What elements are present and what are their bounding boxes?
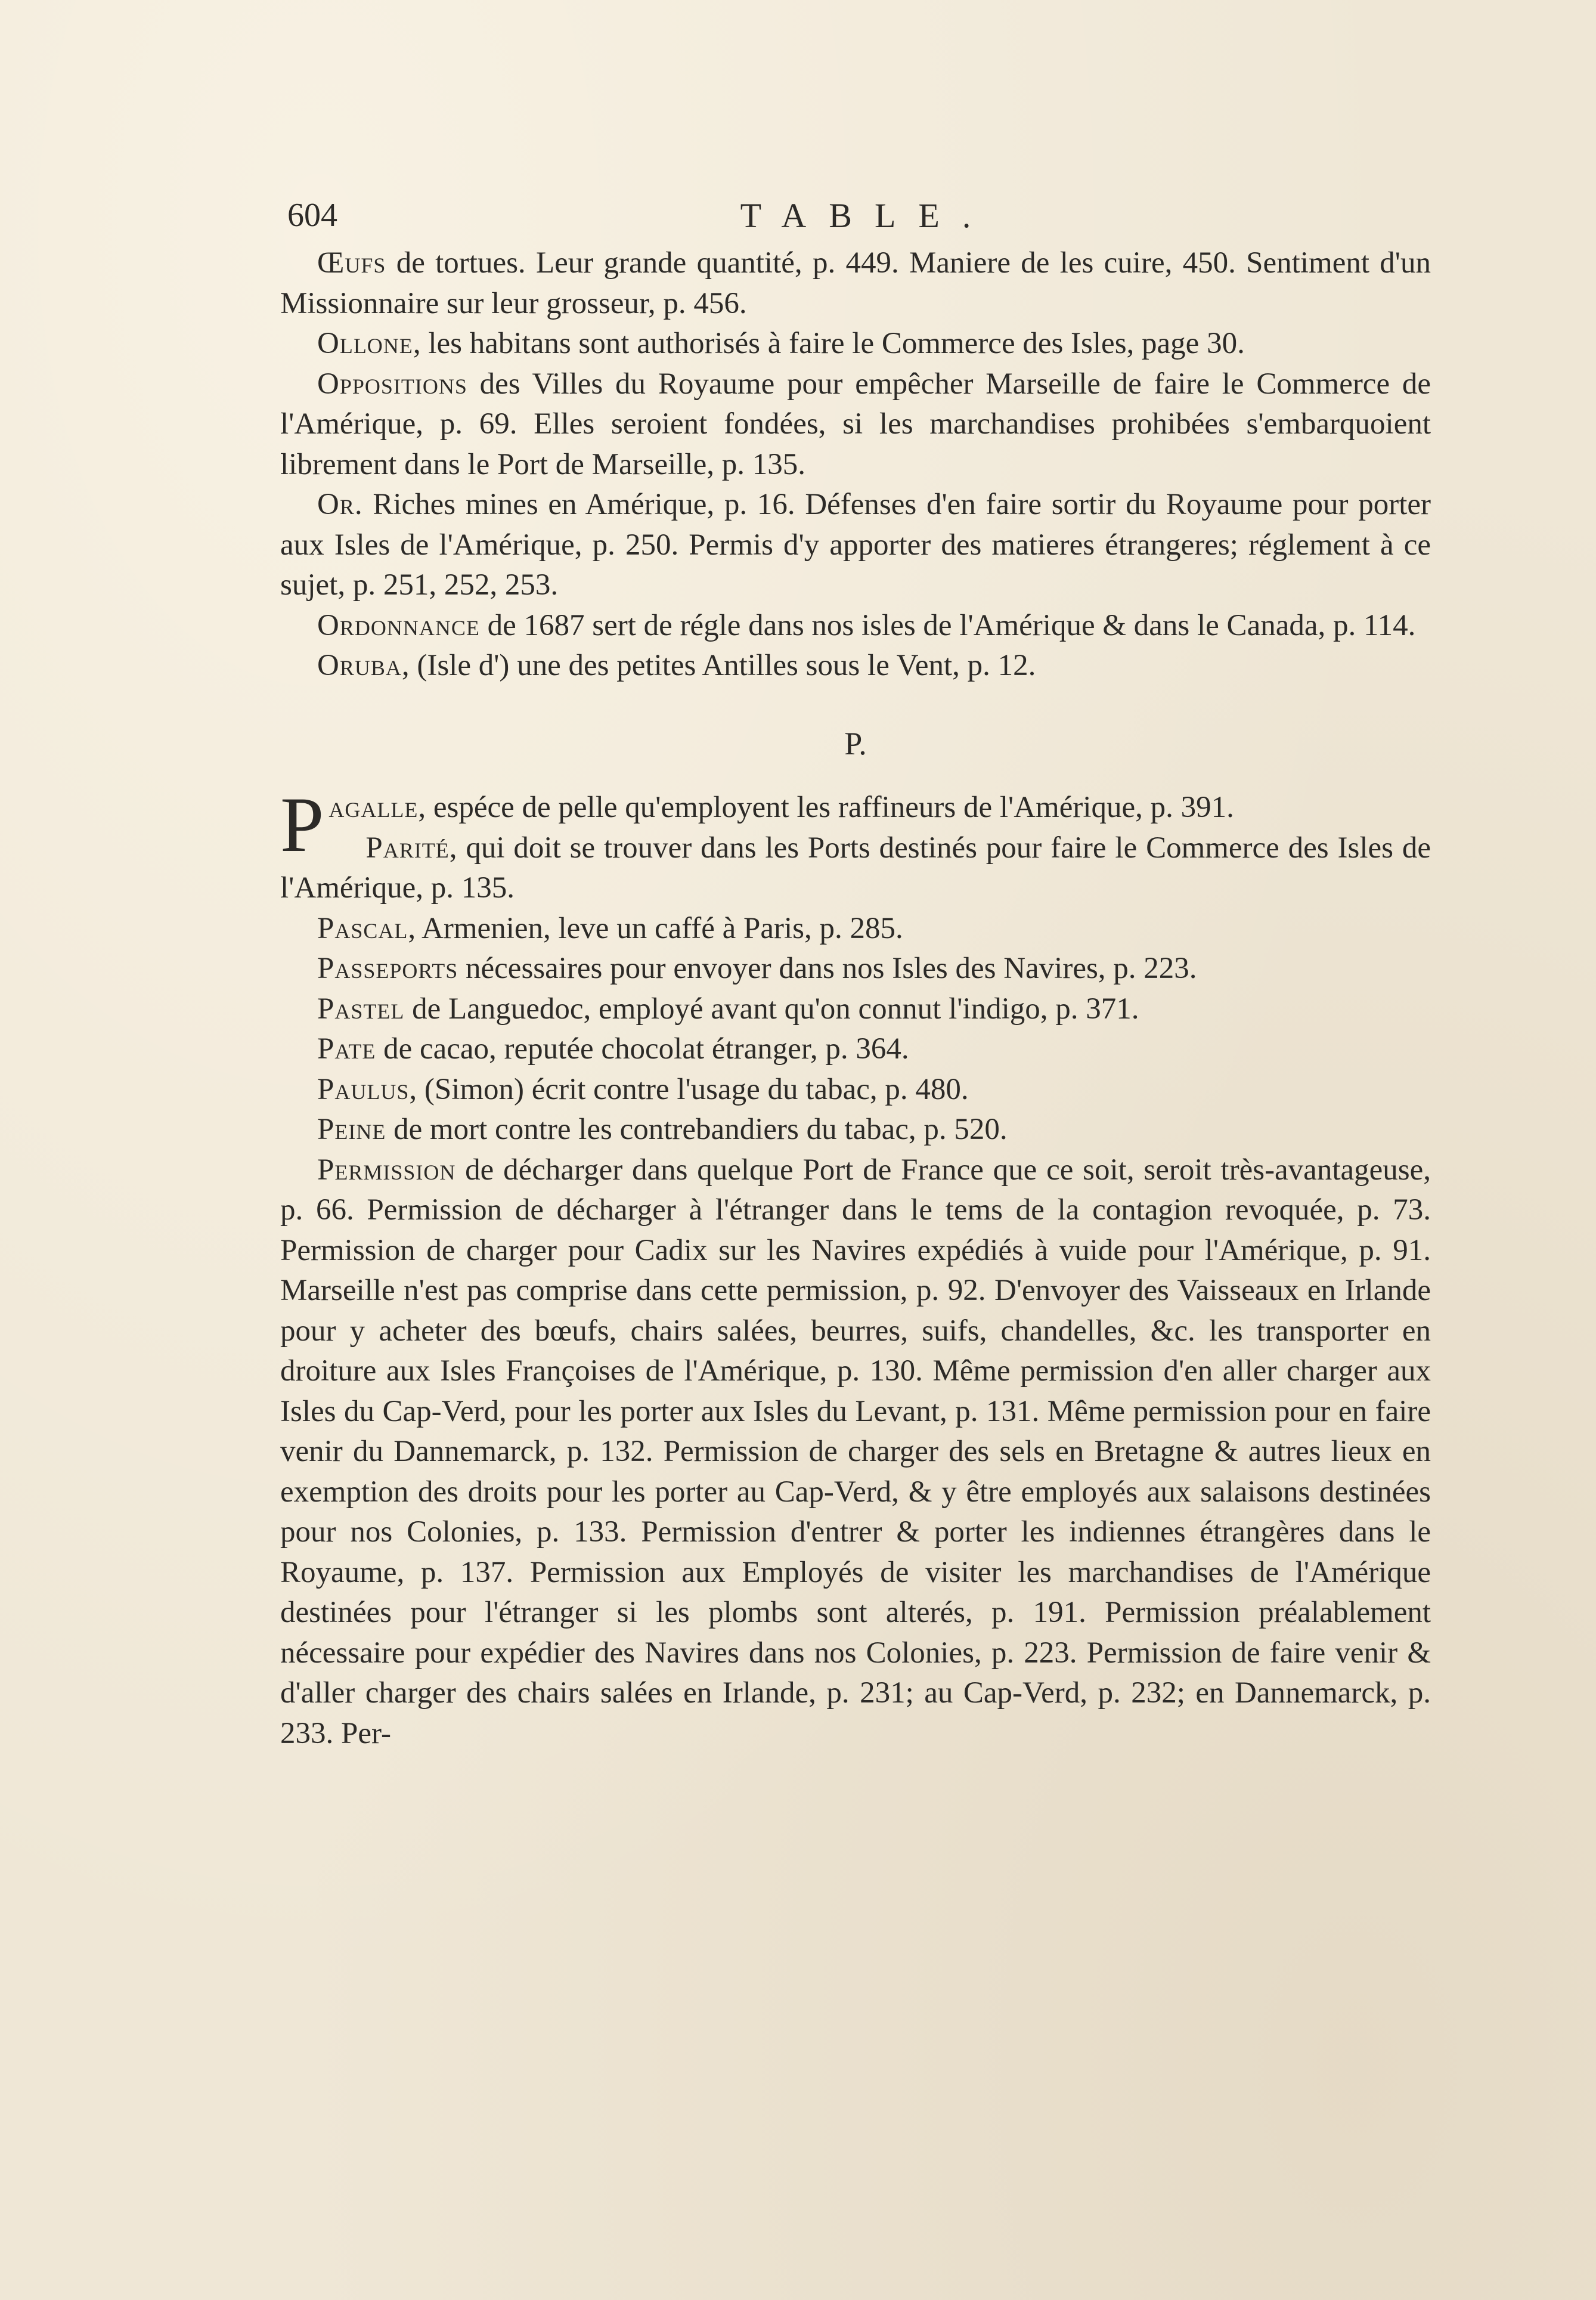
entry-text: de 1687 sert de régle dans nos isles de l'Amérique & dans le Canada, p. 114. [479,608,1416,642]
entry-term: Oruba [317,649,402,682]
index-entry [280,909,1431,949]
entry-term: Pate [317,1032,376,1066]
index-entry [280,1110,1431,1150]
index-entry [280,989,1431,1030]
entry-term: Permission [317,1153,456,1187]
entry-text: , Armenien, leve un caffé à Paris, p. 285. [408,911,903,945]
entry-text: Riches mines en Amérique, p. 16. Défenses d'en faire sortir du Royaume pour porter aux Isles de l'Amérique, p. 250. Permis d'y apporter des matieres étrangeres; réglement à ce sujet, p. 251, 252, 253. [280,488,1431,602]
index-entry [280,828,1431,909]
running-title: TABLE. [740,196,994,235]
entry-text: , qui doit se trouver dans les Ports destinés pour faire le Commerce des Isles de l'Amérique, p. 135. [280,831,1431,905]
index-entry [280,364,1431,485]
entry-term: Peine [317,1113,386,1146]
page-header [280,196,1431,243]
entry-term: Or. [317,488,363,521]
entry-text: , les habitans sont authorisés à faire le Commerce des Isles, page 30. [413,327,1245,360]
entry-text: de mort contre les contrebandiers du tabac, p. 520. [386,1113,1008,1146]
entry-text: , espéce de pelle qu'employent les raffineurs de l'Amérique, p. 391. [418,791,1234,824]
index-entry [280,485,1431,606]
entry-term: Oppositions [317,367,467,401]
entry-term: agalle [329,791,419,824]
entry-text: , (Isle d') une des petites Antilles sous le Vent, p. 12. [401,649,1036,682]
entry-text: de Languedoc, employé avant qu'on connut l'indigo, p. 371. [404,992,1139,1026]
entry-text: nécessaires pour envoyer dans nos Isles des Navires, p. 223. [458,952,1197,985]
page-number: 604 [287,197,337,234]
entry-term: Passeports [317,952,458,985]
entry-term: Ordonnance [317,608,480,642]
drop-cap: P [280,781,324,868]
index-entry [280,1150,1431,1754]
index-entry [280,243,1431,324]
index-entry [280,1029,1431,1070]
index-entry [280,606,1431,646]
index-entry [280,949,1431,989]
text-block [280,191,1431,1754]
index-entry [280,324,1431,364]
entry-text: des Villes du Royaume pour empêcher Marseille de faire le Commerce de l'Amérique, p. 69. Elles seroient fondées, si les marchandises prohibées s'embarquoient librement dans le Port de Marseille, p. 135. [280,367,1431,481]
entry-text: de tortues. Leur grande quantité, p. 449. Maniere de les cuire, 450. Sentiment d'un Missionnaire sur leur grosseur, p. 456. [280,246,1431,320]
entry-term: Paulus [317,1072,410,1106]
entry-text: de décharger dans quelque Port de France que ce soit, seroit très-avantageuse, p. 66. Permission de décharger à l'étranger dans le tems de la contagion revoquée, p. 73. Permission de charger pour Cadix sur les Navires expédiés à vuide pour l'Amérique, p. 91. Marseille n'est pas comprise dans cette permission, p. 92. D'envoyer des Vaisseaux en Irlande pour y acheter des bœufs, chairs salées, beurres, suifs, chandelles, &c. les transporter en droiture aux Isles Françoises de l'Amérique, p. 130. Même permission d'en aller charger aux Isles du Cap-Verd, pour les porter aux Isles du Levant, p. 131. Même permission pour en faire venir du Dannemarck, p. 132. Permission de charger des sels en Bretagne & autres lieux en exemption des droits pour les porter au Cap-Verd, & y être employés aux salaisons destinées pour nos Colonies, p. 133. Permission d'entrer & porter les indiennes étrangères dans le Royaume, p. 137. Permission aux Employés de visiter les marchandises de l'Amérique destinées pour l'étranger si les plombs sont alterés, p. 191. Permission préalablement nécessaire pour expédier des Navires dans nos Colonies, p. 223. Permission de faire venir & d'aller charger des chairs salées en Irlande, p. 231; au Cap-Verd, p. 232; en Dannemarck, p. 233. Per- [280,1153,1431,1750]
index-entry [280,646,1431,686]
entry-term: Pascal [317,911,408,945]
entry-text: , (Simon) écrit contre l'usage du tabac, p. 480. [409,1072,969,1106]
entry-text: de cacao, reputée chocolat étranger, p. 364. [376,1032,909,1066]
entry-term: Pastel [317,992,405,1026]
index-entry [280,1070,1431,1110]
section-heading: P. [844,725,867,761]
entry-term: Œufs [317,246,386,280]
entry-term: Parité [365,831,450,865]
entry-term: Ollone [317,327,413,360]
